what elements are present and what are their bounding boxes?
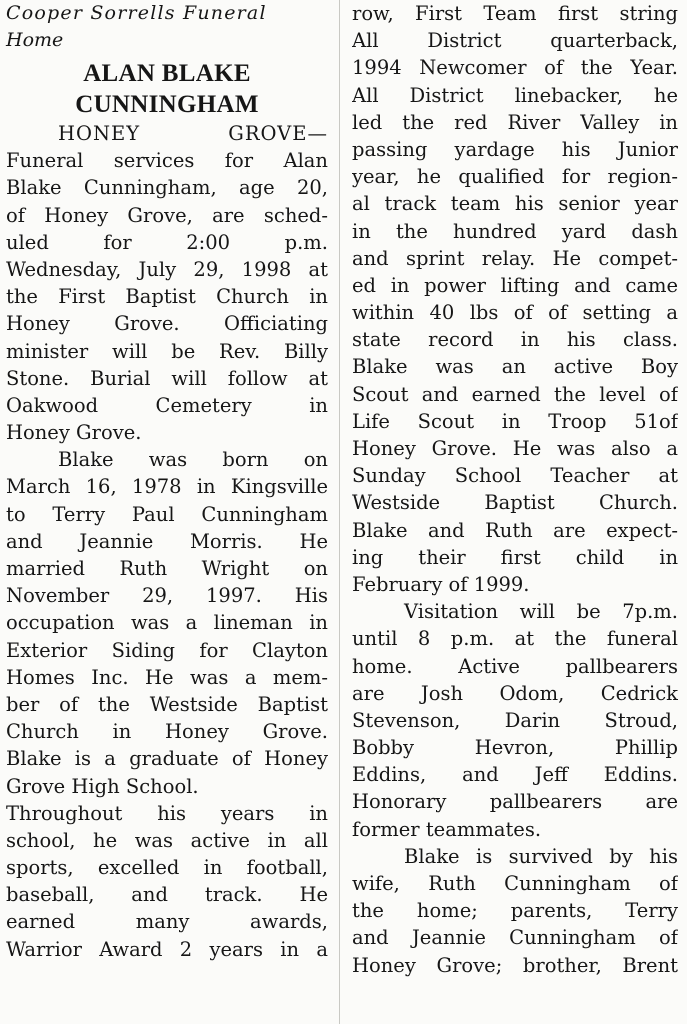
text-line: earned many awards, xyxy=(6,910,328,934)
text-line: to Terry Paul Cunningham xyxy=(6,502,328,526)
text-line: the First Baptist Church in xyxy=(6,285,328,309)
text-line: Westside Baptist Church. xyxy=(352,491,678,515)
text-line: married Ruth Wright on xyxy=(6,557,328,580)
text-line: until 8 p.m. at the funeral xyxy=(352,627,678,651)
text-line: baseball, and track. He xyxy=(6,883,328,907)
text-line: are Josh Odom, Cedrick xyxy=(352,681,678,705)
text-line: Oakwood Cemetery in xyxy=(6,393,328,417)
text-line: and Jeannie Cunningham of xyxy=(352,926,678,950)
text-line: Honey Grove; brother, Brent xyxy=(352,953,678,977)
text-line: March 16, 1978 in Kingsville xyxy=(6,475,328,499)
text-line: school, he was active in all xyxy=(6,828,328,852)
text-line: Blake is survived by his xyxy=(404,844,678,868)
text-line: Church in Honey Grove. xyxy=(6,720,328,744)
text-line: state record in his class. xyxy=(352,328,678,352)
text-line: Bobby Hevron, Phillip xyxy=(352,736,678,760)
headline-line-2: CUNNINGHAM xyxy=(75,91,259,118)
text-line: in the hundred yard dash xyxy=(352,219,678,243)
text-line: Blake Cunningham, age 20, xyxy=(6,176,328,200)
text-line: Honorary pallbearers are xyxy=(352,790,678,814)
text-line: Honey Grove. He was also a xyxy=(352,437,678,460)
text-line: ber of the Westside Baptist xyxy=(6,692,328,716)
text-line: Sunday School Teacher at xyxy=(352,464,678,488)
text-line: Grove High School. xyxy=(6,774,199,798)
text-line: al track team his senior year xyxy=(352,192,678,216)
right-column xyxy=(352,0,678,979)
text-line: Blake was born on xyxy=(58,448,328,472)
text-line: HONEY GROVE— xyxy=(58,122,328,145)
column-divider xyxy=(339,0,340,1024)
text-line: All District linebacker, he xyxy=(352,83,678,107)
text-line: within 40 lbs of of setting a xyxy=(352,301,678,325)
funeral-home-name-line-2: Home xyxy=(6,29,64,51)
text-line: Throughout his years in xyxy=(6,801,328,825)
text-line: Honey Grove. xyxy=(6,421,142,445)
text-line: ed in power lifting and came xyxy=(352,273,678,297)
text-line: home. Active pallbearers xyxy=(352,654,678,678)
text-line: of Honey Grove, are sched- xyxy=(6,203,328,227)
text-line: 1994 Newcomer of the Year. xyxy=(352,56,678,80)
text-line: Stone. Burial will follow at xyxy=(6,366,328,390)
text-line: led the red River Valley in xyxy=(352,110,678,134)
text-line: All District quarterback, xyxy=(352,29,678,53)
text-line: ing their first child in xyxy=(352,545,678,569)
text-line: Blake was an active Boy xyxy=(352,355,678,379)
text-line: Blake and Ruth are expect- xyxy=(352,518,678,542)
text-line: Honey Grove. Officiating xyxy=(6,312,328,336)
text-line: occupation was a lineman in xyxy=(6,611,328,635)
text-line: November 29, 1997. His xyxy=(6,584,328,608)
text-line: Eddins, and Jeff Eddins. xyxy=(352,763,678,787)
text-line: passing yardage his Junior xyxy=(352,137,678,161)
text-line: Wednesday, July 29, 1998 at xyxy=(6,257,328,281)
text-line: Warrior Award 2 years in a xyxy=(6,937,328,961)
text-line: Life Scout in Troop 51of xyxy=(352,409,678,433)
funeral-home-name: Cooper Sorrells Funeral xyxy=(6,2,267,24)
text-line: the home; parents, Terry xyxy=(352,899,678,923)
text-line: February of 1999. xyxy=(352,572,530,596)
text-line: Funeral services for Alan xyxy=(6,149,328,173)
text-line: sports, excelled in football, xyxy=(6,856,328,880)
text-line: Visitation will be 7p.m. xyxy=(404,600,678,624)
text-line: Stevenson, Darin Stroud, xyxy=(352,708,678,732)
headline-line-1: ALAN BLAKE xyxy=(83,60,251,87)
text-line: former teammates. xyxy=(352,817,542,841)
text-line: Homes Inc. He was a mem- xyxy=(6,665,328,689)
right-body-text xyxy=(352,0,678,979)
text-line: minister will be Rev. Billy xyxy=(6,339,328,363)
text-line: uled for 2:00 p.m. xyxy=(6,230,328,254)
left-body-text xyxy=(6,120,328,963)
text-line: and sprint relay. He compet- xyxy=(352,246,678,270)
text-line: wife, Ruth Cunningham of xyxy=(352,872,678,895)
text-line: Blake is a graduate of Honey xyxy=(6,747,328,771)
text-line: year, he qualified for region- xyxy=(352,165,678,189)
text-line: row, First Team first string xyxy=(352,2,678,25)
text-line: and Jeannie Morris. He xyxy=(6,529,328,553)
text-line: Exterior Siding for Clayton xyxy=(6,638,328,662)
left-column xyxy=(6,0,328,963)
text-line: Scout and earned the level of xyxy=(352,382,678,406)
